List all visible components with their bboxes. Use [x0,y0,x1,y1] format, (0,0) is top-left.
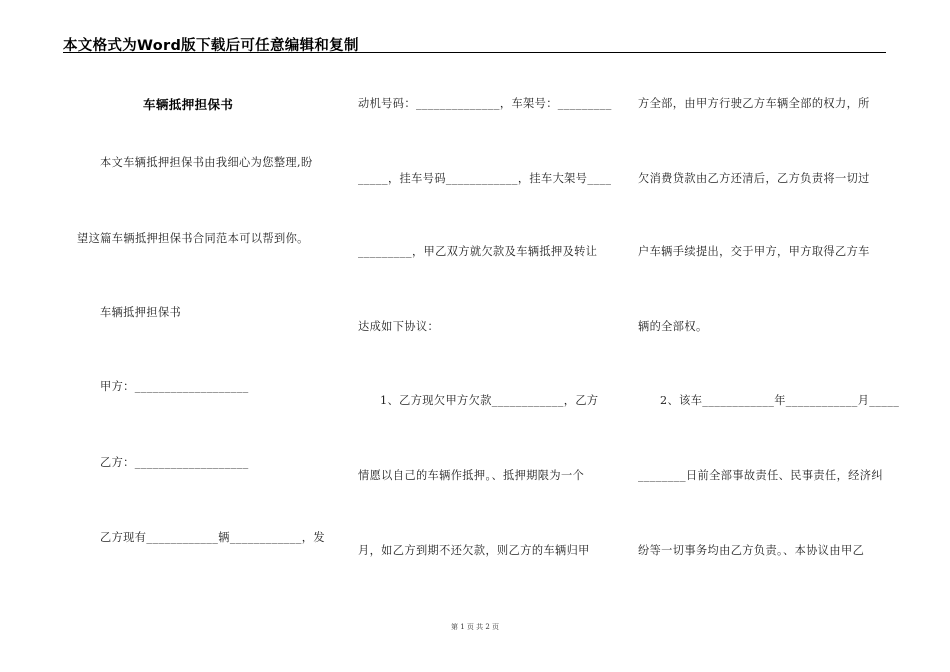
text-column-2 [358,60,612,620]
clause-1-line: 1、乙方现欠甲方欠款____________，乙方 [380,394,599,407]
party-a-line: 甲方：___________________ [100,380,249,393]
section-heading: 车辆抵押担保书 [100,306,182,319]
text-column-3 [638,60,900,620]
document-header: 本文格式为Word版下载后可任意编辑和复制 [63,38,359,54]
text-line: 乙方现有____________辆____________，发 [100,531,325,544]
text-line: 本文车辆抵押担保书由我细心为您整理,盼 [100,156,313,169]
text-line: 月，如乙方到期不还欠款，则乙方的车辆归甲 [358,544,590,557]
text-line: 情愿以自己的车辆作抵押。、抵押期限为一个 [358,469,585,482]
page-number: 第 1 页 共 2 页 [450,623,500,631]
text-line: 户车辆手续提出，交于甲方，甲方取得乙方车 [638,245,870,258]
document-title: 车辆抵押担保书 [143,97,234,112]
text-line: 达成如下协议： [358,320,440,333]
text-line: 欠消费贷款由乙方还清后，乙方负责将一切过 [638,172,870,185]
party-b-line: 乙方：___________________ [100,456,249,469]
text-line: 纷等一切事务均由乙方负责。、本协议由甲乙 [638,544,865,557]
text-line: 辆的全部权。 [638,320,708,333]
text-line: _________，甲乙双方就欠款及车辆抵押及转让 [358,245,598,258]
text-column-1 [63,60,323,620]
text-line: 动机号码：______________，车架号：_________ [358,97,612,110]
header-divider [63,52,886,53]
text-line: _____，挂车号码____________，挂车大架号____ [358,172,612,185]
text-line: 方全部，由甲方行驶乙方车辆全部的权力，所 [638,97,870,110]
text-line: ________日前全部事故责任、民事责任，经济纠 [638,469,883,482]
clause-2-line: 2、该车____________年____________月_____ [660,394,900,407]
text-line: 望这篇车辆抵押担保书合同范本可以帮到你。 [77,232,309,245]
